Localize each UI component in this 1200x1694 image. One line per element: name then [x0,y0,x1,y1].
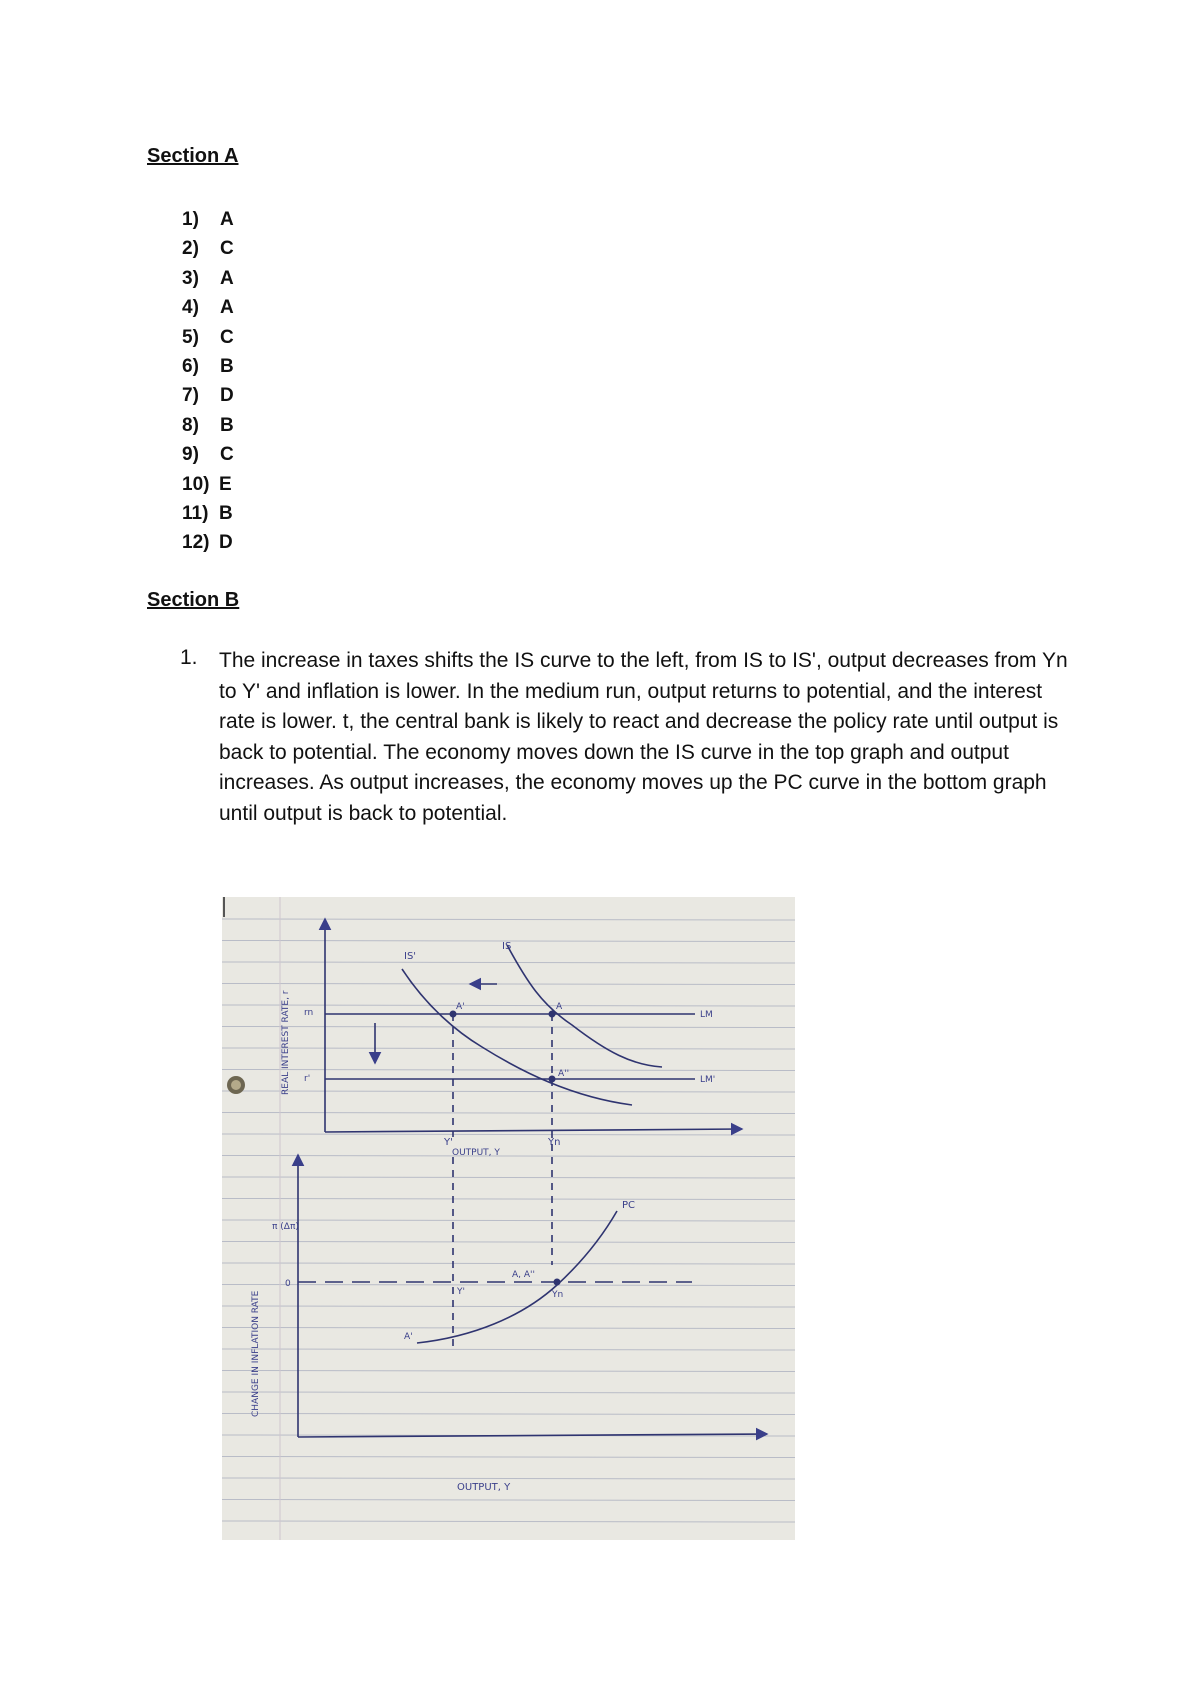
answer-number: 11) [182,502,209,524]
answer-number: 7) [182,385,199,407]
is-label: IS [502,941,512,952]
top-y-axis-label: REAL INTEREST RATE, r [281,990,291,1095]
answer-number: 1) [182,209,199,230]
r-prime-label: r' [304,1074,311,1084]
answer-value: D [220,385,234,407]
point-a-label: A [556,1002,563,1012]
answer-number: 9) [182,444,199,466]
answer-value: C [220,238,234,260]
answer-value: A [220,297,234,319]
bottom-y-axis-label: CHANGE IN INFLATION RATE [251,1290,261,1417]
list-item [182,528,234,557]
list-item [182,205,234,234]
answer-value: C [220,326,234,348]
point-a-pair-label: A, A'' [512,1270,535,1280]
answer-number: 6) [182,355,199,377]
bottom-x-axis-label: OUTPUT, Y [457,1482,511,1493]
handwritten-diagram-photo [222,897,795,1540]
section-b-heading: Section B [147,589,240,611]
lm-label: LM [700,1010,713,1020]
lm-prime-label: LM' [700,1075,716,1085]
answer-value: C [220,444,234,466]
answer-value: A [220,267,234,289]
question-number: 1. [180,646,198,669]
point-a-marker [549,1011,556,1018]
section-a-heading: Section A [147,145,239,167]
is-prime-label: IS' [404,951,417,962]
list-item [182,381,234,410]
list-item [182,234,234,263]
list-item [182,499,234,528]
point-a-prime-label: A' [456,1002,465,1012]
answer-value: B [219,502,233,524]
pi-label: π (Δπ) [272,1222,299,1232]
section-b-answer-text: The increase in taxes shifts the IS curve to the left, from IS to IS', output decreases from Yn to Y' and inflation is lower. In the medium run, output returns to potential, and the interest rate is lower. t, the central bank is likely to react and decrease the policy rate until output is back to potential. The economy moves down the IS curve in the top graph and output increases. As output increases, the economy moves up the PC curve in the bottom graph until output is back to potential. [219,649,1068,825]
section-a-answer-list [182,205,234,558]
top-x-axis-label: OUTPUT, Y [452,1148,500,1158]
answer-number: 8) [182,414,199,436]
y-prime-bottom-label: Y' [457,1287,465,1297]
answer-number: 4) [182,297,199,319]
yn-bottom-label: Yn [552,1290,564,1300]
list-item [182,293,234,322]
notebook-paper [222,897,795,1540]
answer-number: 5) [182,326,199,348]
yn-tick-label: Yn [548,1137,561,1148]
point-a-double-prime-label: A'' [558,1069,570,1079]
zero-label: 0 [285,1279,291,1289]
answer-number: 3) [182,267,199,289]
list-item [182,352,234,381]
answer-value: D [219,532,233,554]
answer-value: E [219,473,232,495]
point-a-double-prime-marker [549,1076,556,1083]
answer-number: 10) [182,473,210,495]
point-a-pair-marker [554,1279,561,1286]
list-item [182,440,234,469]
point-a-prime-bottom-label: A' [404,1332,413,1342]
rn-label: rn [304,1008,314,1018]
answer-number: 12) [182,532,210,554]
y-prime-tick-label: Y' [444,1137,453,1148]
pc-label: PC [622,1200,636,1211]
answer-value: B [220,414,234,436]
answer-value: B [220,355,234,377]
answer-number: 2) [182,238,199,260]
list-item [182,323,234,352]
list-item [182,264,234,293]
answer-value: A [220,209,234,230]
list-item [182,411,234,440]
list-item [182,470,234,499]
